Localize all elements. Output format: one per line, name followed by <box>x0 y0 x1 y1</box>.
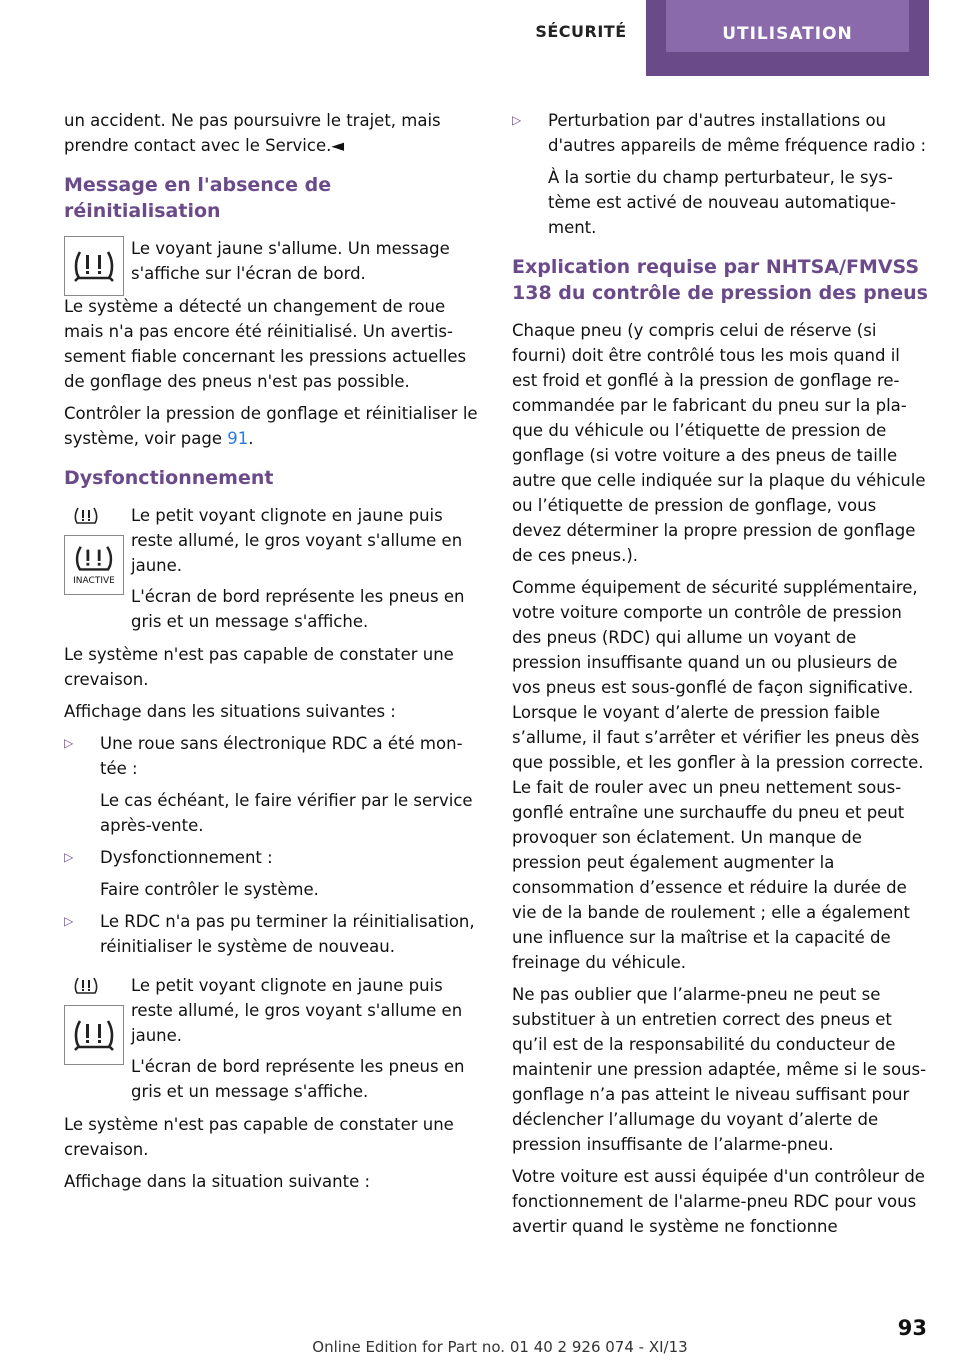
inactive-label: INACTIVE <box>73 576 115 586</box>
small-tire-warning-icon <box>64 503 104 529</box>
tire-pressure-warning-icon <box>64 1005 124 1065</box>
list-item-sub: Le cas échéant, le faire vérifier par le service après-vente. <box>100 791 473 835</box>
paragraph-safety-equipment: Comme équipement de sécurité supplémentaire, votre voiture comporte un contrôle de pression des pneus (RDC) qui allume un voyant de pression insuffisante quand un ou plusieurs de vos pneus est sous-gonflé de façon significative. Lorsque le voyant d’alerte de pression faible s’allume, il faut s’arrêter et vérifier les pneus dès que possible, et les gonfler à la pression correcte. Le fait de rouler avec un pneu nettement sous-gonflé entraîne une surchauffe du pneu et peut provoquer son éclatement. Un manque de pression peut également augmenter la consommation d’essence et réduire la durée de vie de la bande de roulement ; elle a également une influence sur la maîtrise et la capacité de freinage du véhicule. <box>512 578 924 972</box>
malfunction-indicator-block <box>64 503 480 634</box>
page-link[interactable]: 91 <box>227 429 249 448</box>
bullet-triangle-icon: ▷ <box>64 914 74 928</box>
paragraph-check-pressure <box>64 401 480 451</box>
paragraph-monthly-check: Chaque pneu (y compris celui de réserve (si fourni) doit être contrôlé tous les mois quand il est froid et gonflé à la pression de gonflage recommandée par le fabricant du pneu sur la plaque du véhicule ou l’étiquette de pression de gonflage (si votre voiture a des pneus de taille autre que celle indiquée sur la plaque du véhicule ou l’étiquette de pression de gonflage, vous devez déterminer la propre pression de gonflage de ces pneus.). <box>512 321 926 565</box>
paragraph-function-monitor: Votre voiture est aussi équipée d'un contrôleur de fonctionnement de l'alarme-pneu RDC pour vous avertir quand le système ne fonctionne <box>512 1167 925 1236</box>
malfunction-indicator-text-2: Le petit voyant clignote en jaune puis reste allumé, le gros voyant s'allume en jaune. <box>131 976 463 1045</box>
page-number: 93 <box>897 1316 927 1340</box>
malfunction-indicator-text: Le petit voyant clignote en jaune puis reste allumé, le gros voyant s'allume en jaune. <box>131 506 463 575</box>
bullet-triangle-icon: ▷ <box>64 736 74 750</box>
malfunction-display-text-b: L'écran de bord représente les pneus en gris et un message s'affiche. <box>131 1057 465 1101</box>
heading-no-reset: Message en l'absence de réinitialisation <box>64 174 332 222</box>
list-item <box>64 845 480 902</box>
left-column <box>64 108 480 1201</box>
heading-nhtsa: Explication requise par NHTSA/FMVSS 138 du contrôle de pression des pneus <box>512 256 928 304</box>
chapter-tab-label: UTILISATION <box>666 0 909 52</box>
tire-pressure-warning-icon <box>64 236 124 296</box>
no-reset-indicator-text: Le voyant jaune s'allume. Un message s'affiche sur l'écran de bord. <box>131 239 450 283</box>
check-pressure-end: . <box>248 429 254 448</box>
list-item <box>64 731 480 838</box>
paragraph-no-puncture-2: Le système n'est pas capable de constater une crevaison. <box>64 1115 454 1159</box>
edition-note: Online Edition for Part no. 01 40 2 926 074 - XI/13 <box>312 1338 688 1356</box>
heading-malfunction: Dysfonctionnement <box>64 467 274 489</box>
malfunction-indicator-block-2 <box>64 973 480 1104</box>
section-label: SÉCURITÉ <box>535 22 627 41</box>
paragraph-situations: Affichage dans les situations suivantes : <box>64 702 396 721</box>
list-item-text: Le RDC n'a pas pu terminer la réinitialisation, réinitialiser le système de nouveau. <box>100 912 475 956</box>
right-column <box>512 108 928 1246</box>
intro-paragraph: un accident. Ne pas poursuivre le trajet, mais prendre contact avec le Service.◄ <box>64 111 441 155</box>
list-item-text: Perturbation par d'autres installations ou d'autres appareils de même fréquence radio : <box>548 111 927 155</box>
small-tire-warning-icon <box>64 973 104 999</box>
no-reset-indicator-block <box>64 236 480 286</box>
bullet-triangle-icon: ▷ <box>512 113 522 127</box>
chapter-tab[interactable] <box>646 0 929 76</box>
list-item <box>512 108 928 240</box>
paragraph-wheel-change: Le système a détecté un changement de roue mais n'a pas encore été réinitialisé. Un avertissement fiable concernant les pressions actuelles de gonflage des pneus n'est pas possible. <box>64 297 467 391</box>
paragraph-no-puncture-1: Le système n'est pas capable de constater une crevaison. <box>64 645 454 689</box>
paragraph-situation: Affichage dans la situation suivante : <box>64 1172 371 1191</box>
list-item <box>64 909 480 959</box>
tire-inactive-icon <box>64 535 124 595</box>
malfunction-display-text-a: L'écran de bord représente les pneus en gris et un message s'affiche. <box>131 587 465 631</box>
list-item-text: Dysfonctionnement : <box>100 848 273 867</box>
bullet-triangle-icon: ▷ <box>64 850 74 864</box>
page-header <box>0 0 960 76</box>
list-item-sub: À la sortie du champ perturbateur, le système est activé de nouveau automatiquement. <box>548 168 896 237</box>
page-footer <box>0 1316 960 1362</box>
list-item-text: Une roue sans électronique RDC a été montée : <box>100 734 463 778</box>
check-pressure-text: Contrôler la pression de gonflage et réinitialiser le système, voir page <box>64 404 478 448</box>
paragraph-driver-responsibility: Ne pas oublier que l’alarme-pneu ne peut se substituer à un entretien correct des pneus et qu’il est de la responsabilité du conducteur de maintenir une pression adaptée, même si le sous-gonflage n’a pas atteint le niveau suffisant pour déclencher l’allumage du voyant d’alerte de pression insuffisante de l’alarme-pneu. <box>512 985 927 1154</box>
list-item-sub: Faire contrôler le système. <box>100 880 319 899</box>
